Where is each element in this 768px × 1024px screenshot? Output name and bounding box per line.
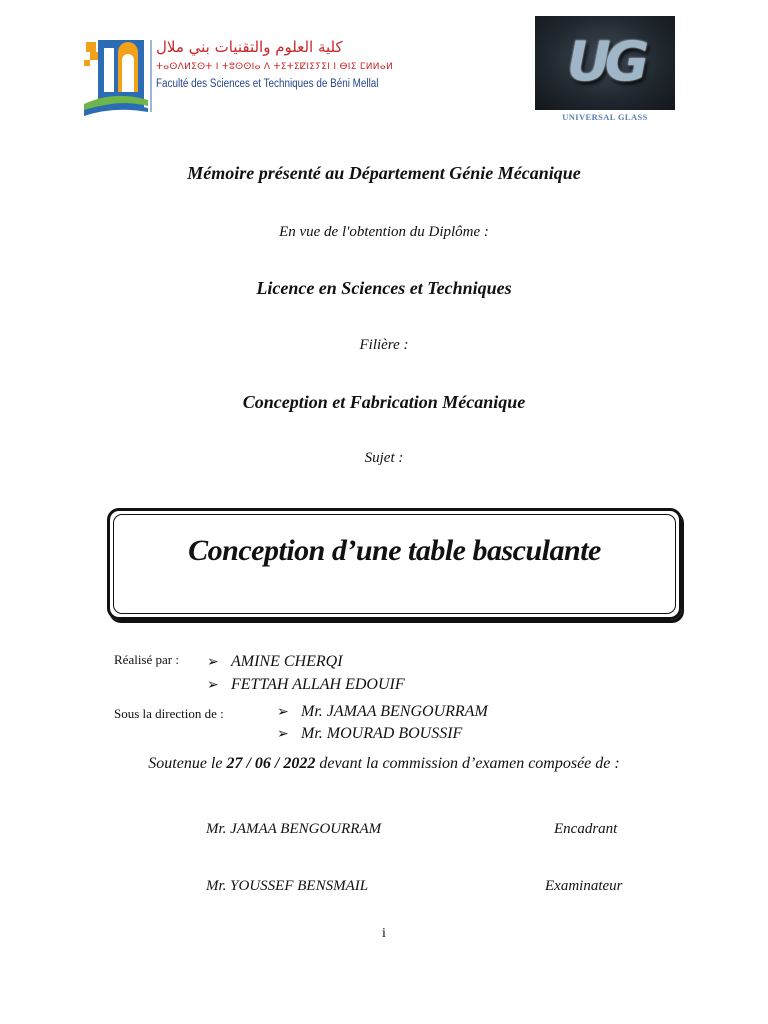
author-name: FETTAH ALLAH EDOUIF: [231, 676, 405, 693]
supervisor-name: Mr. JAMAA BENGOURRAM: [301, 703, 488, 720]
author-name: AMINE CHERQI: [231, 653, 343, 670]
defense-suffix: devant la commission d’examen composée de :: [315, 755, 620, 772]
fst-logo: [84, 38, 393, 118]
defense-line: [0, 755, 768, 773]
filiere-name: Conception et Fabrication Mécanique: [242, 392, 526, 412]
fst-logo-arabic-text: كلية العلوم والتقنيات بني ملال: [156, 38, 343, 56]
filiere-label: Filière :: [359, 337, 409, 353]
arrow-bullet-icon: ➢: [277, 705, 289, 720]
universal-glass-logo: [535, 16, 675, 110]
arrow-bullet-icon: ➢: [207, 655, 219, 670]
fst-logo-tifinagh-text: ⵜⴰⵙⴷⵍⵉⵙⵜ ⵏ ⵜⵓⵙⵙⵏⴰ ⴷ ⵜⵉⵜⵉⵇⵏⵉⵢⵉⵏ ⵏ ⴱⵏⵉ ⵎⵍⵍⴰⵍ: [156, 62, 393, 72]
supervisor-item: [277, 725, 462, 743]
author-item: [207, 653, 343, 671]
author-item: [207, 676, 405, 694]
fst-emblem-icon: [84, 38, 148, 118]
obtention-line: En vue de l'obtention du Diplôme :: [279, 224, 489, 240]
jury-member-role: Encadrant: [554, 821, 618, 837]
jury-member-role: Examinateur: [545, 878, 623, 894]
defense-prefix: Soutenue le: [148, 755, 227, 772]
ug-logo-letters: UG: [566, 30, 644, 93]
subject-title: Conception d’une table basculante: [188, 534, 601, 567]
arrow-bullet-icon: ➢: [277, 727, 289, 742]
fst-logo-french-text: Faculté des Sciences et Techniques de Béni Mellal: [156, 78, 379, 90]
diploma-name: Licence en Sciences et Techniques: [256, 278, 512, 298]
ug-logo-caption: UNIVERSAL GLASS: [562, 112, 648, 122]
jury-member-name: Mr. JAMAA BENGOURRAM: [206, 821, 382, 837]
supervisor-name: Mr. MOURAD BOUSSIF: [301, 725, 463, 742]
supervisor-item: [277, 703, 488, 721]
sujet-label: Sujet :: [364, 450, 404, 466]
page-number: i: [382, 926, 386, 941]
defense-date: 27 / 06 / 2022: [226, 755, 316, 772]
arrow-bullet-icon: ➢: [207, 678, 219, 693]
memoire-heading: Mémoire présenté au Département Génie Mécanique: [187, 163, 581, 183]
realise-label: Réalisé par :: [114, 652, 179, 667]
direction-label: Sous la direction de :: [114, 706, 224, 721]
jury-member-name: Mr. YOUSSEF BENSMAIL: [206, 878, 369, 894]
